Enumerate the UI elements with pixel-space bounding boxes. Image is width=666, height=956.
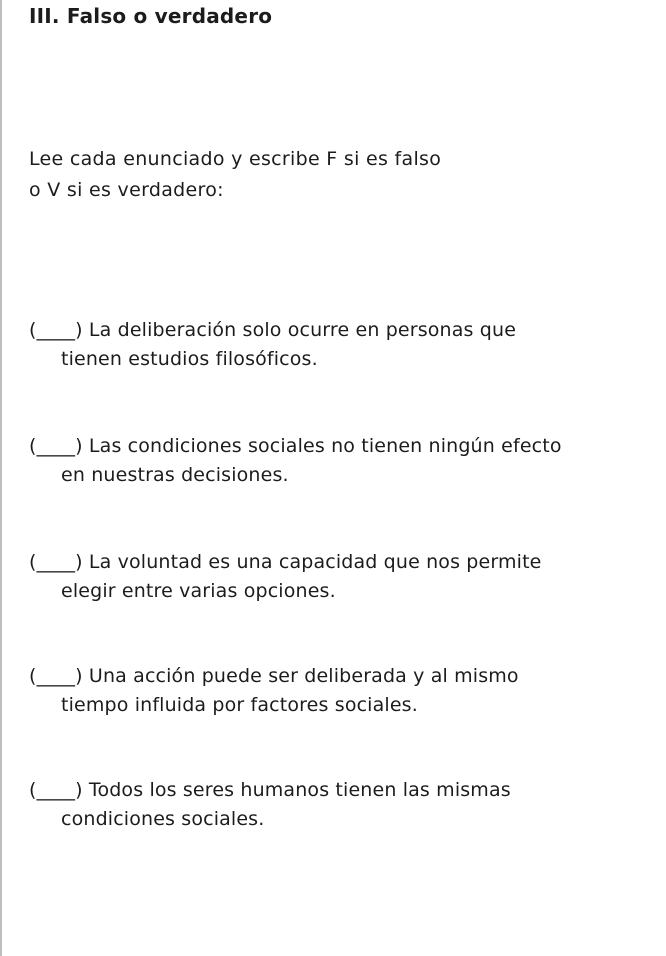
statement-item: [29, 316, 516, 374]
instructions-text: Lee cada enunciado y escribe F si es falso o V si es verdadero:: [29, 148, 442, 201]
statement-item: [29, 776, 511, 834]
statement-item: [29, 662, 519, 720]
statement-item: [29, 432, 562, 490]
statement-line-1: (____) Una acción puede ser deliberada y al mismo: [29, 665, 519, 687]
statement-line-2: en nuestras decisiones.: [61, 464, 289, 486]
section-title: III. Falso o verdadero: [29, 4, 273, 28]
statement-line-2: condiciones sociales.: [61, 808, 265, 830]
statement-line-1: (____) Todos los seres humanos tienen las mismas: [29, 779, 511, 801]
statement-line-1: (____) Las condiciones sociales no tienen ningún efecto: [29, 435, 562, 457]
statement-line-1: (____) La deliberación solo ocurre en personas que: [29, 319, 517, 341]
statement-line-1: (____) La voluntad es una capacidad que nos permite: [29, 551, 542, 573]
statement-line-2: tiempo influida por factores sociales.: [61, 694, 418, 716]
page-left-border: [0, 0, 2, 956]
statement-item: [29, 548, 542, 606]
statement-line-2: elegir entre varias opciones.: [61, 580, 336, 602]
statement-line-2: tienen estudios filosóficos.: [61, 348, 318, 370]
